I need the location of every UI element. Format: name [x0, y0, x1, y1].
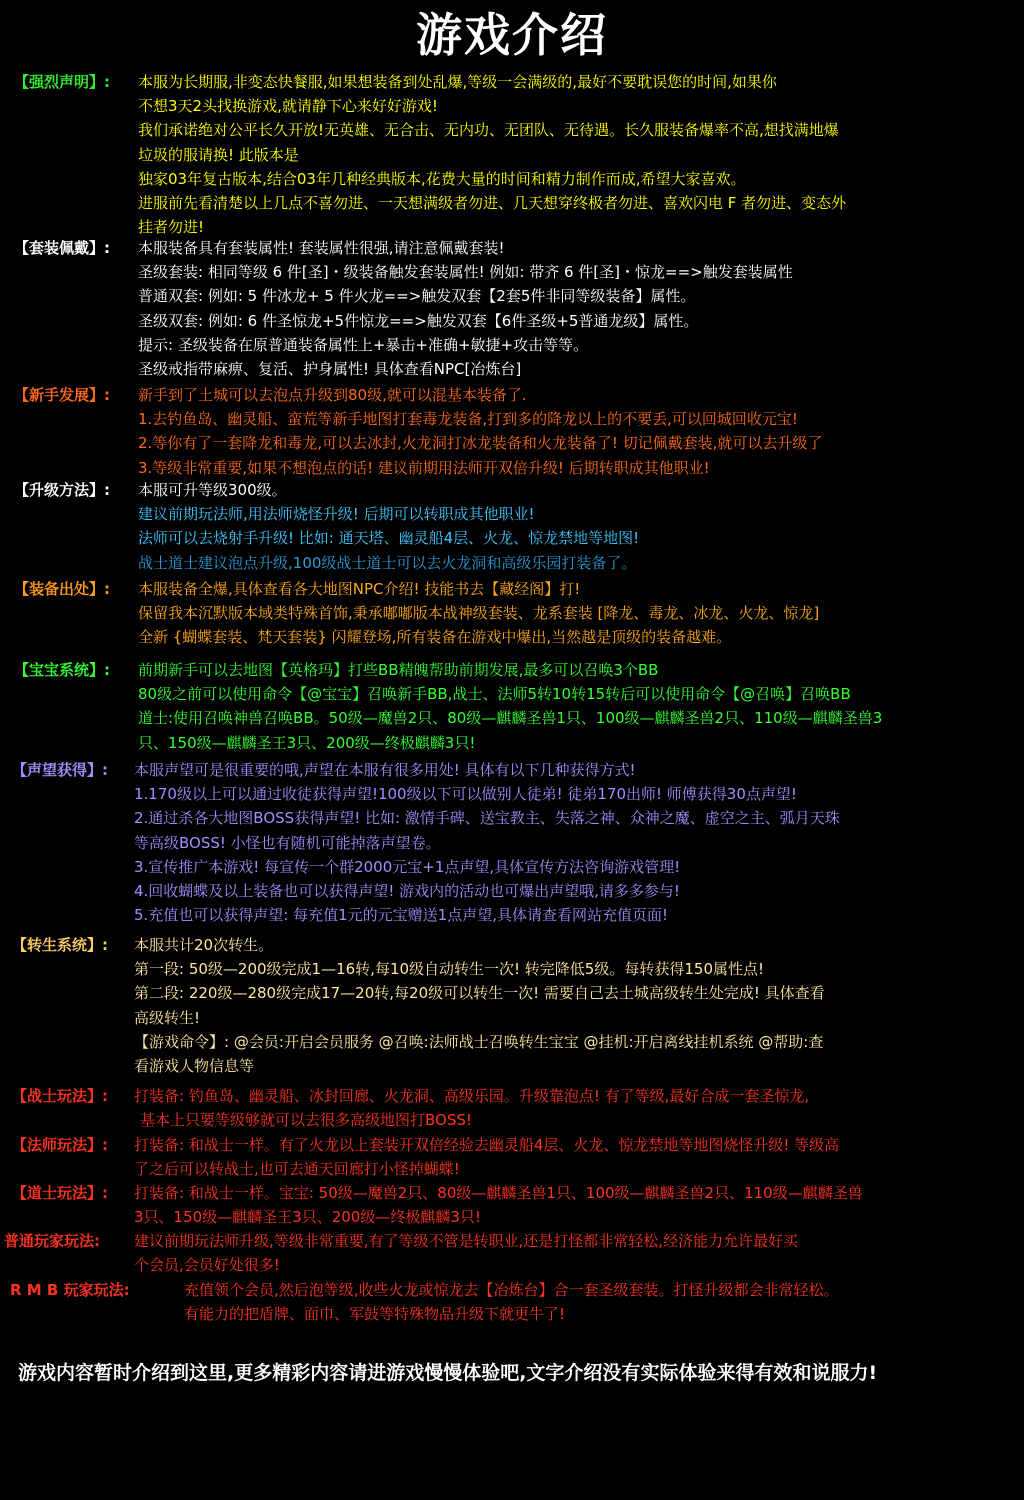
text-line: 挂者勿进! — [138, 218, 205, 237]
text-line: 本服为长期服,非变态快餐服,如果想装备到处乱爆,等级一会满级的,最好不要耽误您的时间,如果你 — [138, 73, 777, 91]
text-line: 圣级双套: 例如: 6 件圣惊龙+5件惊龙==>触发双套【6件圣级+5普通龙级】属性。 — [138, 311, 699, 330]
section-body — [134, 758, 1020, 927]
section-label: 【升级方法】: — [14, 481, 110, 499]
text-line: 本服装备全爆,具体查看各大地图NPC介绍! 技能书去【藏经阁】打! — [138, 580, 581, 598]
text-line: 2.通过杀各大地图BOSS获得声望! 比如: 激情手碑、送宝教主、失落之神、众神之魔、虚空之主、弧月天珠 — [134, 809, 840, 828]
section-body — [134, 1133, 1020, 1181]
text-line: 进服前先看清楚以上几点不喜勿进、一天想满级者勿进、几天想穿终极者勿进、喜欢闪电 F 者勿进、变态外 — [138, 194, 847, 213]
section-body — [138, 577, 1020, 650]
text-line: 基本上只要等级够就可以去很多高级地图打BOSS! — [140, 1111, 472, 1130]
text-line: 圣级戒指带麻痹、复活、护身属性! 具体查看NPC[冶炼台] — [138, 360, 522, 379]
section-label: 【转生系统】: — [12, 936, 108, 954]
text-line: 新手到了土城可以去泡点升级到80级,就可以混基本装备了. — [138, 386, 527, 404]
text-line: 道士:使用召唤神兽召唤BB。50级—魔兽2只、80级—麒麟圣兽1只、100级—麒麟圣兽2只、110级—麒麟圣兽3 — [138, 709, 883, 728]
text-line: 本服声望可是很重要的哦,声望在本服有很多用处! 具体有以下几种获得方式! — [134, 761, 636, 779]
text-line: 充值领个会员,然后泡等级,收些火龙或惊龙去【冶炼台】合一套圣级套装。打怪升级都会非常轻松。 — [184, 1281, 839, 1299]
section-label: 【法师玩法】: — [12, 1136, 108, 1154]
text-line: 本服共计20次转生。 — [134, 936, 274, 954]
text-line: 第二段: 220级—280级完成17—20转,每20级可以转生一次! 需要自己去土城高级转生处完成! 具体查看 — [134, 984, 825, 1003]
text-line: 2.等你有了一套降龙和毒龙,可以去冰封,火龙洞打冰龙装备和火龙装备了! 切记佩戴套装,就可以去升级了 — [138, 434, 823, 453]
text-line: 战士道士建议泡点升级,100级战士道士可以去火龙洞和高级乐园打装备了。 — [138, 553, 637, 572]
page-title: 游戏介绍 — [416, 8, 608, 62]
text-line: 1.170级以上可以通过收徒获得声望!100级以下可以做别人徒弟! 徒弟170出师! 师傅获得30点声望! — [134, 785, 797, 804]
text-line: 等高级BOSS! 小怪也有随机可能掉落声望卷。 — [134, 833, 441, 852]
text-line: 【游戏命令】: @会员:开启会员服务 @召唤:法师战士召唤转生宝宝 @挂机:开启离线挂机系统 @帮助:查 — [134, 1032, 824, 1051]
text-line: 4.回收蝴蝶及以上装备也可以获得声望! 游戏内的活动也可爆出声望哦,请多多参与! — [134, 882, 680, 901]
section-label: 【声望获得】: — [12, 761, 108, 779]
section-label: R M B 玩家玩法: — [10, 1281, 130, 1299]
section-body — [138, 658, 1020, 755]
section-body — [134, 933, 1020, 1078]
section-label: 【套装佩戴】: — [14, 239, 110, 257]
section-label: 【装备出处】: — [14, 580, 110, 598]
text-line: 前期新手可以去地图【英格玛】打些BB精魄帮助前期发展,最多可以召唤3个BB — [138, 661, 659, 679]
text-line: 个会员,会员好处很多! — [134, 1256, 280, 1275]
text-line: 高级转生! — [134, 1008, 201, 1027]
text-line: 打装备: 和战士一样。有了火龙以上套装开双倍经验去幽灵船4层、火龙、惊龙禁地等地图烧怪升级! 等级高 — [134, 1136, 840, 1154]
text-line: 提示: 圣级装备在原普通装备属性上+暴击+准确+敏捷+攻击等等。 — [138, 335, 589, 354]
text-line: 法师可以去烧射手升级! 比如: 通天塔、幽灵船4层、火龙、惊龙禁地等地图! — [138, 529, 640, 548]
text-line: 不想3天2头找换游戏,就请静下心来好好游戏! — [138, 97, 438, 116]
text-line: 3只、150级—麒麟圣王3只、200级—终极麒麟3只! — [134, 1208, 481, 1227]
text-line: 普通双套: 例如: 5 件冰龙+ 5 件火龙==>触发双套【2套5件非同等级装备】属性。 — [138, 287, 696, 306]
text-line: 看游戏人物信息等 — [134, 1057, 255, 1076]
section-body — [138, 383, 1020, 480]
text-line: 垃圾的服请换! 此版本是 — [138, 145, 299, 164]
text-line: 建议前期玩法师,用法师烧怪升级! 后期可以转职成其他职业! — [138, 505, 535, 524]
text-line: 圣级套装: 相同等级 6 件[圣]・级装备触发套装属性! 例如: 带齐 6 件[圣]・惊龙==>触发套装属性 — [138, 263, 793, 282]
text-line: 了之后可以转战士,也可去通天回廊打小怪掉蝴蝶! — [134, 1160, 460, 1179]
text-line: 3.等级非常重要,如果不想泡点的话! 建议前期用法师开双倍升级! 后期转职成其他职业! — [138, 458, 710, 477]
section-body — [134, 1229, 1020, 1277]
section-label: 【战士玩法】: — [12, 1087, 108, 1105]
text-line: 保留我本沉默版本域类特殊首饰,秉承嘟嘟版本战神级套装、龙系套装 [降龙、毒龙、冰龙、火龙、惊龙] — [138, 604, 820, 623]
text-line: 打装备: 和战士一样。宝宝: 50级—魔兽2只、80级—麒麟圣兽1只、100级—麒麟圣兽2只、110级—麒麟圣兽 — [134, 1184, 863, 1202]
text-line: 我们承诺绝对公平长久开放!无英雄、无合击、无内功、无团队、无待遇。长久服装备爆率不高,想找满地爆 — [138, 121, 839, 140]
text-line: 第一段: 50级—200级完成1—16转,每10级自动转生一次! 转完降低5级。每转获得150属性点! — [134, 960, 764, 979]
text-line: 全新 {蝴蝶套装、梵天套装} 闪耀登场,所有装备在游戏中爆出,当然越是顶级的装备越难。 — [138, 628, 732, 647]
text-line: 本服可升等级300级。 — [138, 481, 287, 499]
section-label: 【道士玩法】: — [12, 1184, 108, 1202]
text-line: 只、150级—麒麟圣王3只、200级—终极麒麟3只! — [138, 733, 476, 752]
text-line: 3.宣传推广本游戏! 每宣传一个群2000元宝+1点声望,具体宣传方法咨询游戏管理! — [134, 857, 681, 876]
text-line: 本服装备具有套装属性! 套装属性很强,请注意佩戴套装! — [138, 239, 505, 257]
section-body — [134, 1084, 1020, 1132]
section-label: 【宝宝系统】: — [14, 661, 110, 679]
text-line: 建议前期玩法师升级,等级非常重要,有了等级不管是转职业,还是打怪都非常轻松,经济能力允许最好买 — [134, 1232, 799, 1250]
text-line: 80级之前可以使用命令【@宝宝】召唤新手BB,战士、法师5转10转15转后可以使用命令【@召唤】召唤BB — [138, 685, 851, 704]
section-body — [184, 1278, 1020, 1326]
section-label: 【强烈声明】: — [14, 73, 110, 91]
text-line: 独家03年复古版本,结合03年几种经典版本,花费大量的时间和精力制作而成,希望大家喜欢。 — [138, 169, 746, 188]
footer-note: 游戏内容暂时介绍到这里,更多精彩内容请进游戏慢慢体验吧,文字介绍没有实际体验来得有效和说服力! — [18, 1362, 878, 1384]
text-line: 有能力的把盾牌、面巾、军鼓等特殊物品升级下就更牛了! — [184, 1305, 566, 1324]
section-label: 【新手发展】: — [14, 386, 110, 404]
section-body — [138, 236, 1020, 381]
text-line: 5.充值也可以获得声望: 每充值1元的元宝赠送1点声望,具体请查看网站充值页面! — [134, 906, 669, 925]
section-body — [134, 1181, 1020, 1229]
text-line: 1.去钓鱼岛、幽灵船、蛮荒等新手地图打套毒龙装备,打到多的降龙以上的不要丢,可以回城回收元宝! — [138, 410, 798, 429]
text-line: 打装备: 钓鱼岛、幽灵船、冰封回廊、火龙洞、高级乐园。升级靠泡点! 有了等级,最好合成一套圣惊龙, — [134, 1087, 810, 1105]
section-body — [138, 70, 1020, 239]
section-label: 普通玩家玩法: — [4, 1232, 100, 1250]
section-body — [138, 478, 1020, 575]
